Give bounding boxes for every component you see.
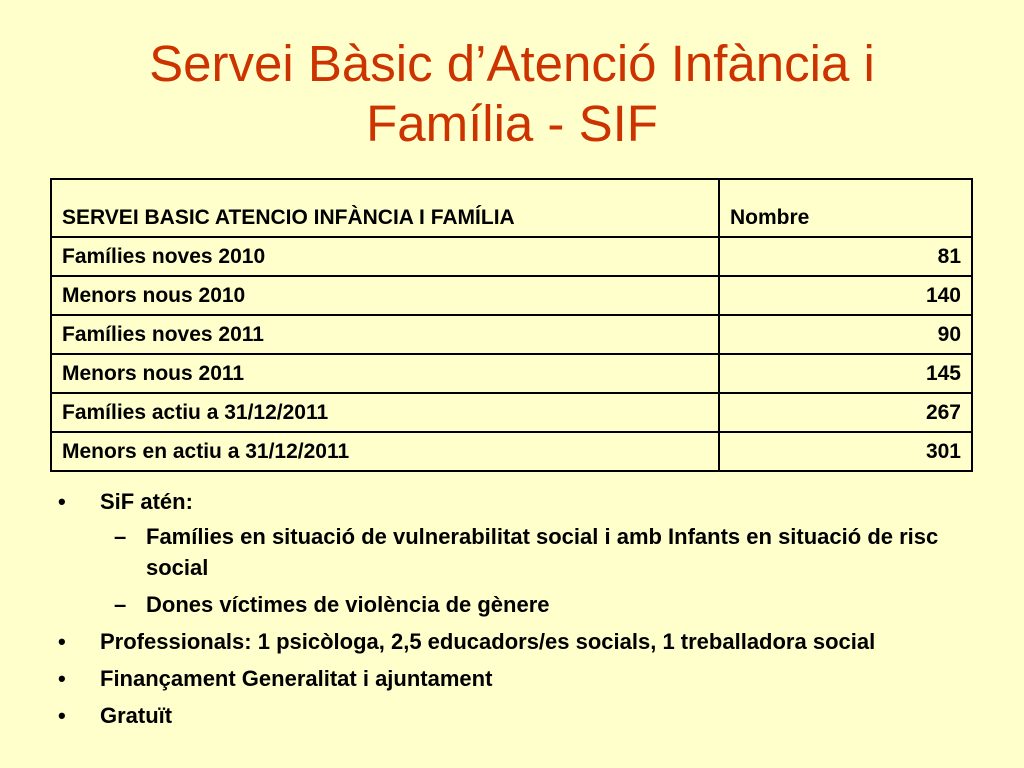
- services-table: [50, 178, 973, 472]
- slide-title-line-1: Servei Bàsic d’Atenció Infància i: [149, 35, 875, 92]
- bullet-text: Gratuït: [100, 703, 173, 728]
- table-cell-label: Famílies actiu a 31/12/2011: [51, 393, 719, 432]
- slide-title-line-2: Família - SIF: [366, 95, 658, 152]
- sub-bullet-text: Famílies en situació de vulnerabilitat social i amb Infants en situació de risc social: [146, 524, 939, 580]
- table-row: [51, 237, 972, 276]
- table-row: [51, 315, 972, 354]
- table-cell-label: Menors nous 2011: [51, 354, 719, 393]
- table-row: [51, 393, 972, 432]
- table-cell-label: Famílies noves 2011: [51, 315, 719, 354]
- table-row: [51, 354, 972, 393]
- table-header-service: SERVEI BASIC ATENCIO INFÀNCIA I FAMÍLIA: [51, 179, 719, 237]
- table-cell-label: Famílies noves 2010: [51, 237, 719, 276]
- table-row: [51, 432, 972, 471]
- sub-bullet-text: Dones víctimes de violència de gènere: [146, 592, 550, 617]
- table-cell-value: 140: [719, 276, 972, 315]
- table-header-row: [51, 179, 972, 237]
- table-header-number: Nombre: [719, 179, 972, 237]
- bullet-marker: •: [58, 703, 66, 728]
- table-cell-value: 90: [719, 315, 972, 354]
- bullet-item-sif-aten: [58, 486, 958, 620]
- bullet-list: [58, 486, 958, 737]
- bullet-text: Finançament Generalitat i ajuntament: [100, 666, 493, 691]
- table-cell-label: Menors en actiu a 31/12/2011: [51, 432, 719, 471]
- table-cell-label: Menors nous 2010: [51, 276, 719, 315]
- sub-bullet-list: [100, 521, 958, 620]
- bullet-marker: •: [58, 666, 66, 691]
- sub-bullet-item: [100, 589, 958, 620]
- table-cell-value: 81: [719, 237, 972, 276]
- bullet-text: SiF atén:: [100, 489, 193, 514]
- table-cell-value: 145: [719, 354, 972, 393]
- sub-bullet-item: [100, 521, 958, 583]
- table-cell-value: 301: [719, 432, 972, 471]
- bullet-marker: •: [58, 489, 66, 514]
- table-cell-value: 267: [719, 393, 972, 432]
- bullet-marker: •: [58, 629, 66, 654]
- sub-bullet-marker: –: [114, 592, 127, 617]
- bullet-item-gratuit: [58, 700, 958, 731]
- slide-title: [0, 34, 1024, 154]
- table-row: [51, 276, 972, 315]
- bullet-item-financament: [58, 663, 958, 694]
- bullet-item-professionals: [58, 626, 958, 657]
- bullet-text: Professionals: 1 psicòloga, 2,5 educadors/es socials, 1 treballadora social: [100, 629, 876, 654]
- sub-bullet-marker: –: [114, 524, 127, 549]
